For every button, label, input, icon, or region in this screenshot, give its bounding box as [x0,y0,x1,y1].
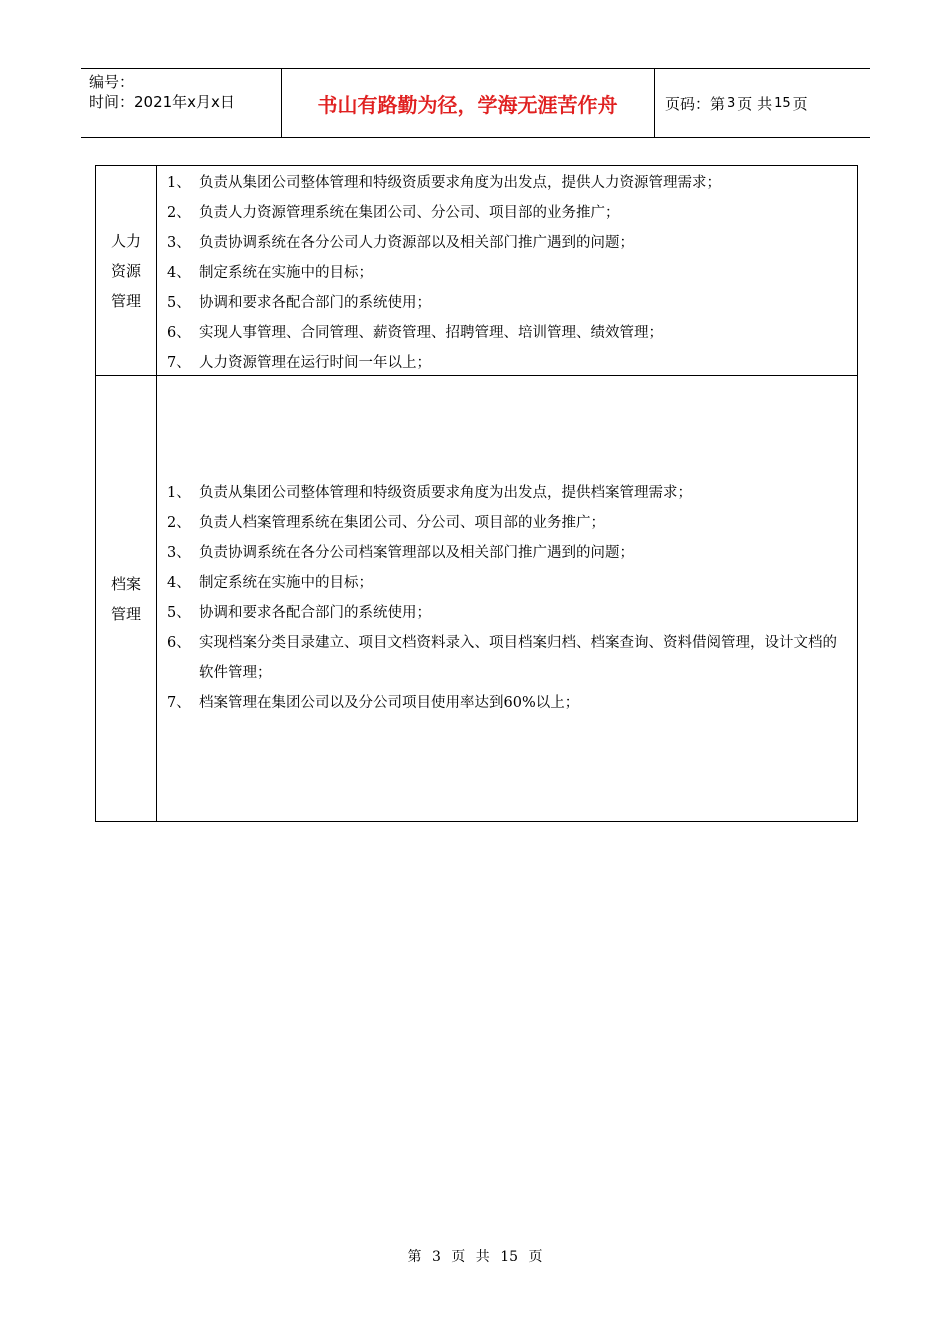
item-text: 负责从集团公司整体管理和特级资质要求角度为出发点，提供人力资源管理需求； [199,175,721,191]
header-info [81,69,282,137]
item-number: 7、 [167,355,191,371]
code-label: 编号： [89,73,135,91]
item-text: 负责人力资源管理系统在集团公司、分公司、项目部的业务推广； [199,205,620,221]
row-label-line: 资源 [110,261,141,280]
list-item [157,598,857,628]
item-text: 负责协调系统在各分公司人力资源部以及相关部门推广遇到的问题； [199,235,634,251]
row-label-line: 档案 [110,574,141,593]
item-text: 实现人事管理、合同管理、薪资管理、招聘管理、培训管理、绩效管理； [199,325,663,341]
item-number: 2、 [167,515,191,531]
item-number: 3、 [167,545,191,561]
list-item [157,478,857,508]
item-list-hr [157,168,857,378]
time-label: 时间：2021年x月x日 [89,93,235,111]
item-number: 5、 [167,295,191,311]
item-text: 协调和要求各配合部门的系统使用； [199,295,431,311]
page-prefix: 页码：第 [665,94,726,113]
list-item [157,688,857,718]
item-number: 5、 [167,605,191,621]
row-label-archive [96,376,157,821]
row-label-line: 人力 [110,231,141,250]
item-number: 6、 [167,635,191,651]
item-number: 4、 [167,265,191,281]
item-number: 6、 [167,325,191,341]
row-label-hr [96,166,157,375]
item-number: 2、 [167,205,191,221]
item-number: 4、 [167,575,191,591]
page-total: 15 [774,95,791,111]
item-number: 1、 [167,175,191,191]
item-list-archive [157,478,857,718]
page-footer: 第 3 页 共 15 页 [407,1249,543,1265]
list-item [157,318,857,348]
item-number: 7、 [167,695,191,711]
row-label-line: 管理 [110,604,141,623]
page-mid: 页 共 [737,94,773,113]
list-item [157,628,857,688]
list-item [157,288,857,318]
table-row-hr [96,166,857,376]
page-suffix: 页 [792,94,808,113]
row-label-line: 管理 [110,291,141,310]
header-page-number [655,69,870,137]
item-text: 档案管理在集团公司以及分公司项目使用率达到60%以上； [199,695,580,711]
list-item [157,228,857,258]
list-item [157,198,857,228]
item-text: 负责协调系统在各分公司档案管理部以及相关部门推广遇到的问题； [199,545,634,561]
item-text: 制定系统在实施中的目标； [199,265,373,281]
page-current: 3 [727,95,736,111]
item-text: 负责人档案管理系统在集团公司、分公司、项目部的业务推广； [199,515,605,531]
item-text: 制定系统在实施中的目标； [199,575,373,591]
list-item [157,538,857,568]
item-number: 3、 [167,235,191,251]
page-header [81,68,870,138]
header-motto: 书山有路勤为径，学海无涯苦作舟 [281,69,655,137]
item-number: 1、 [167,485,191,501]
item-text: 协调和要求各配合部门的系统使用； [199,605,431,621]
list-item [157,568,857,598]
table-row-archive [96,376,857,821]
responsibility-table [95,165,858,822]
list-item [157,348,857,378]
list-item [157,258,857,288]
list-item [157,168,857,198]
item-text: 人力资源管理在运行时间一年以上； [199,355,431,371]
item-text: 实现档案分类目录建立、项目文档资料录入、项目档案归档、档案查询、资料借阅管理，设计文档的软件管理； [199,635,837,681]
item-text: 负责从集团公司整体管理和特级资质要求角度为出发点，提供档案管理需求； [199,485,692,501]
list-item [157,508,857,538]
